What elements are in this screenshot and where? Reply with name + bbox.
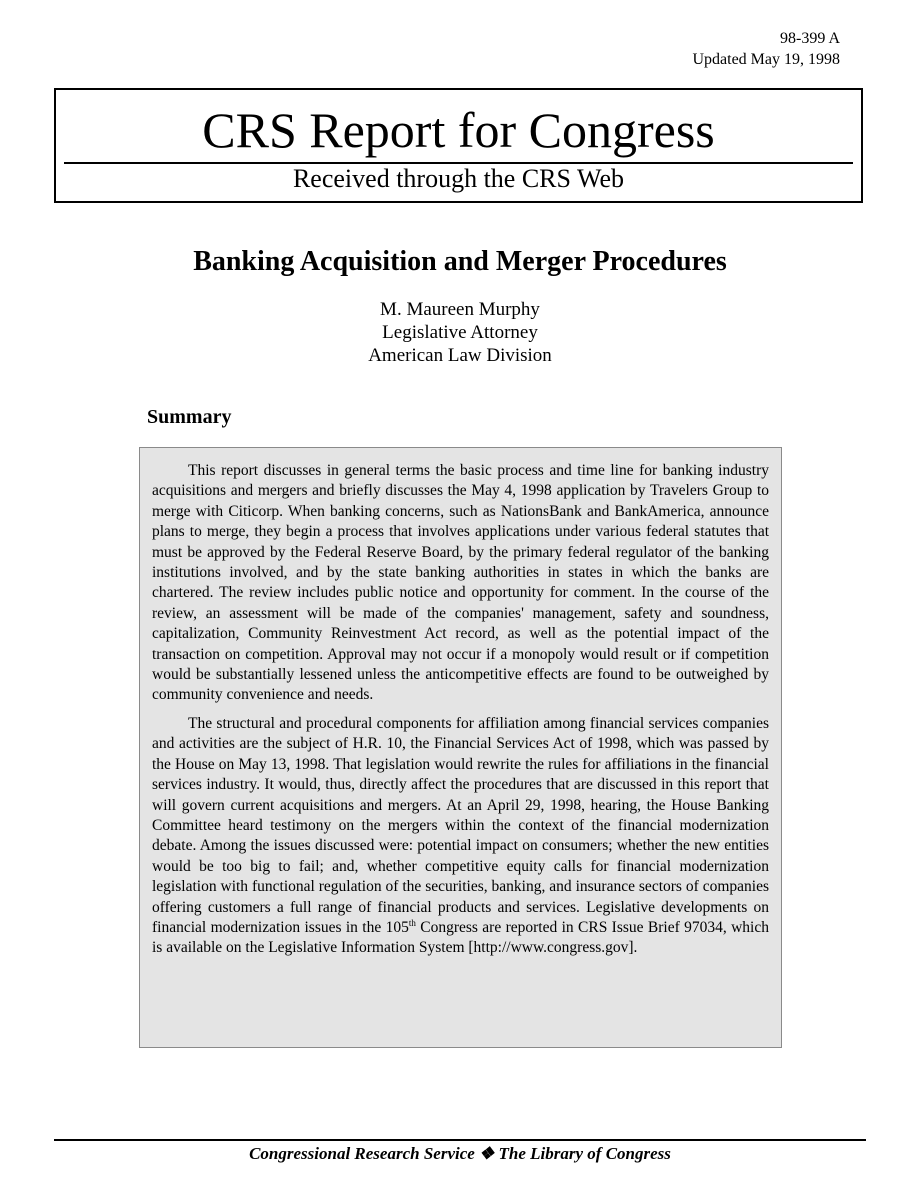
author-name: M. Maureen Murphy <box>380 299 540 320</box>
masthead-box <box>54 88 863 203</box>
ordinal-superscript: th <box>408 917 416 928</box>
updated-date: Updated May 19, 1998 <box>692 51 840 68</box>
document-id-block <box>692 28 840 70</box>
summary-paragraph-2-text-b: Congress are reported in CRS Issue Brief 97034, which is available on the Legislative Information System [http://www.congress.gov]. <box>152 918 769 957</box>
footer-divider <box>54 1139 866 1141</box>
summary-paragraph-2 <box>152 714 769 959</box>
masthead-title: CRS Report for Congress <box>202 102 715 158</box>
author-position: Legislative Attorney <box>382 322 538 343</box>
summary-box <box>139 447 782 1048</box>
report-title: Banking Acquisition and Merger Procedures <box>193 246 727 277</box>
author-block <box>0 298 920 367</box>
masthead-subtitle: Received through the CRS Web <box>292 164 625 193</box>
author-division: American Law Division <box>368 345 552 366</box>
summary-heading: Summary <box>147 406 232 428</box>
footer-text: Congressional Research Service ❖ The Library of Congress <box>249 1144 671 1163</box>
summary-paragraph-2-text-a: The structural and procedural components for affiliation among financial services companies and activities are the subject of H.R. 10, the Financial Services Act of 1998, which was passed by the House on May 13, 1998. That legislation would rewrite the rules for affiliations in the financial services industry. It would, thus, directly affect the procedures that are discussed in this report that will govern current acquisitions and mergers. At an April 29, 1998, hearing, the House Banking Committee heard testimony on the mergers within the context of the financial modernization debate. Among the issues discussed were: potential impact on consumers; whether the new entities would be too big to fail; and, whether competitive equity calls for financial modernization legislation with functional regulation of the securities, banking, and insurance sectors of companies offering customers a full range of financial products and services. Legislative developments on financial modernization issues in the 105 <box>152 714 769 936</box>
summary-paragraph-1: This report discusses in general terms the basic process and time line for banking industry acquisitions and mergers and briefly discusses the May 4, 1998 application by Travelers Group to merge with Citicorp. When banking concerns, such as NationsBank and BankAmerica, announce plans to merge, they begin a process that involves applications under various federal statutes that must be approved by the Federal Reserve Board, by the primary federal regulator of the banking institutions involved, and by the state banking authorities in states in which the banks are chartered. The review includes public notice and opportunity for comment. In the course of the review, an assessment will be made of the companies' management, safety and soundness, capitalization, Community Reinvestment Act record, as well as the potential impact of the transaction on competition. Approval may not occur if a monopoly would result or if competition would be substantially lessened unless the anticompetitive effects are found to be outweighed by community convenience and needs. <box>152 462 769 704</box>
report-number: 98-399 A <box>780 30 840 47</box>
